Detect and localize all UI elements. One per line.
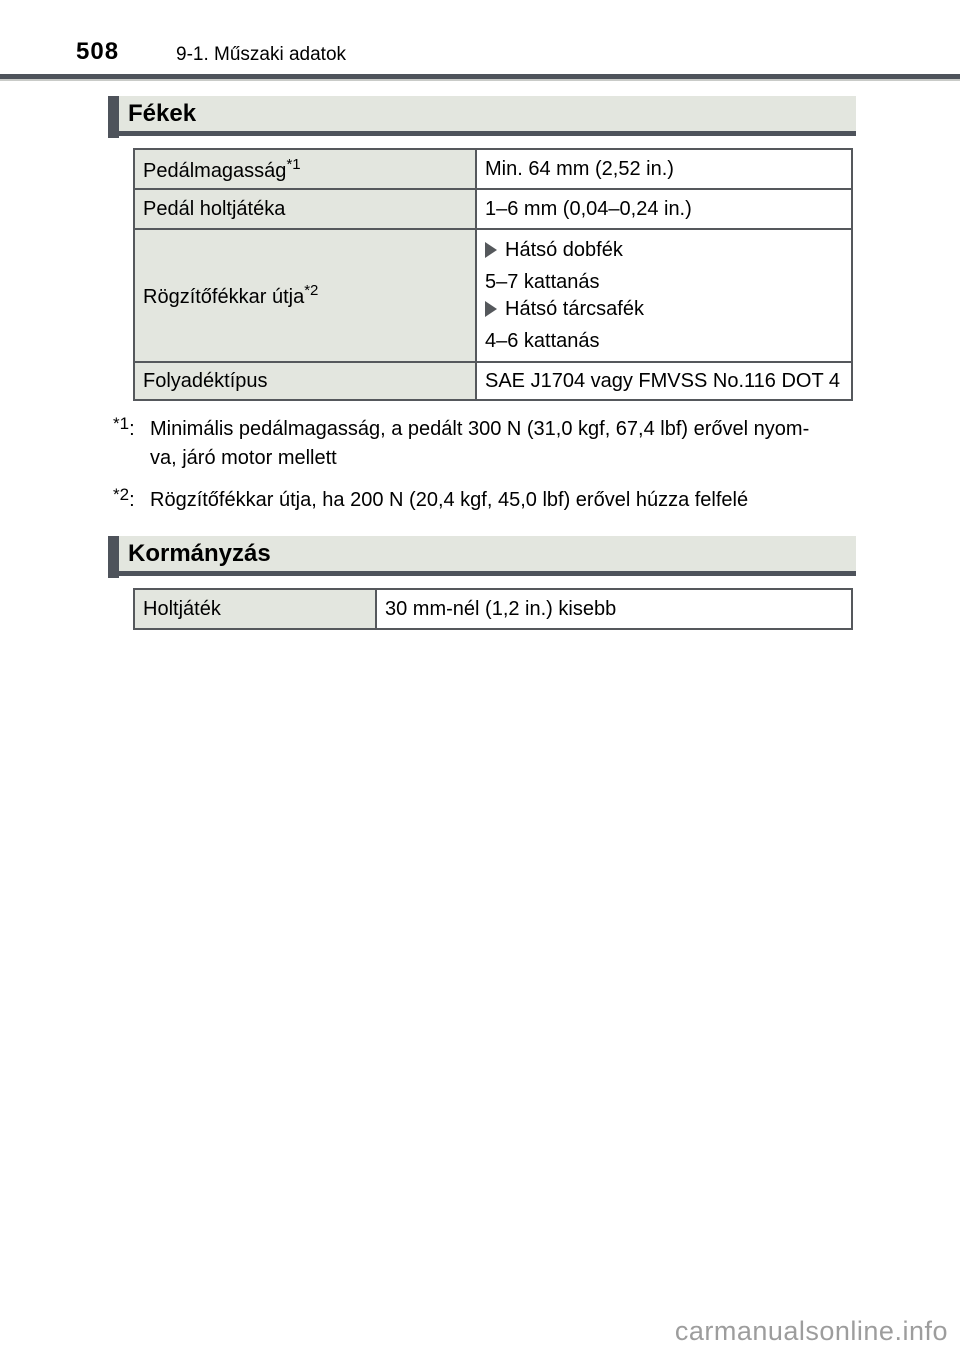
bullet-arrow-icon xyxy=(485,301,497,317)
footnote-marker: *2 xyxy=(113,485,130,504)
footnote-colon: : xyxy=(129,418,135,440)
spec-value: SAE J1704 vagy FMVSS No.116 DOT 4 xyxy=(485,369,840,392)
spec-value-cell xyxy=(476,189,852,229)
spec-value: 1–6 mm (0,04–0,24 in.) xyxy=(485,197,692,220)
value-line xyxy=(485,298,843,320)
footnote-2 xyxy=(113,486,855,515)
footnote-text-line: Minimális pedálmagasság, a pedált 300 N (31,0 kgf, 67,4 lbf) erővel nyom- xyxy=(150,418,810,440)
page-number: 508 xyxy=(76,38,120,65)
header-divider xyxy=(0,74,960,81)
spec-label: Holtjáték xyxy=(143,597,221,620)
value-line-text: Hátsó tárcsafék xyxy=(505,298,644,320)
table-row xyxy=(134,589,852,629)
value-line xyxy=(485,239,843,261)
value-line xyxy=(485,271,843,293)
spec-label-cell xyxy=(134,229,476,362)
spec-value-cell xyxy=(476,149,852,189)
footnotes xyxy=(113,415,855,515)
section-header-brakes xyxy=(108,96,856,136)
spec-label-cell xyxy=(134,362,476,400)
bullet-arrow-icon xyxy=(485,242,497,258)
footnote-marker: *1 xyxy=(113,414,130,433)
section-header-steering xyxy=(108,536,856,576)
spec-value: 30 mm-nél (1,2 in.) kisebb xyxy=(385,597,617,620)
spec-label-cell xyxy=(134,149,476,189)
value-line-text: 5–7 kattanás xyxy=(485,271,600,293)
footnote-colon: : xyxy=(129,489,135,511)
watermark: carmanualsonline.info xyxy=(674,1316,948,1346)
footnote-text-line: va, járó motor mellett xyxy=(150,447,337,469)
footnote-1 xyxy=(113,415,855,473)
steering-spec-table xyxy=(133,588,853,630)
spec-value-cell xyxy=(476,229,852,362)
spec-label: Pedálmagasság xyxy=(143,159,287,182)
table-row xyxy=(134,189,852,229)
value-line-text: 4–6 kattanás xyxy=(485,330,600,352)
spec-value-cell xyxy=(476,362,852,400)
footnote-text-line: Rögzítőfékkar útja, ha 200 N (20,4 kgf, 45,0 lbf) erővel húzza felfelé xyxy=(150,489,749,511)
value-line-text: Hátsó dobfék xyxy=(505,239,623,261)
section-title-brakes: Fékek xyxy=(128,99,197,127)
table-row xyxy=(134,149,852,189)
brakes-spec-table xyxy=(133,148,853,401)
spec-label-cell xyxy=(134,189,476,229)
spec-label: Folyadéktípus xyxy=(143,369,268,392)
spec-value: Min. 64 mm (2,52 in.) xyxy=(485,157,674,180)
spec-label-cell xyxy=(134,589,376,629)
section-accent-bar xyxy=(108,96,119,138)
table-row xyxy=(134,362,852,400)
footnote-ref: *2 xyxy=(304,282,319,299)
section-accent-bar xyxy=(108,536,119,578)
section-title-steering: Kormányzás xyxy=(128,539,271,567)
spec-value-cell xyxy=(376,589,852,629)
spec-label: Pedál holtjátéka xyxy=(143,197,286,220)
footnote-ref: *1 xyxy=(286,155,301,173)
page-content xyxy=(108,96,856,630)
table-row xyxy=(134,229,852,362)
chapter-header: 9-1. Műszaki adatok xyxy=(176,44,347,65)
spec-label: Rögzítőfékkar útja xyxy=(143,286,305,308)
value-line xyxy=(485,330,843,352)
